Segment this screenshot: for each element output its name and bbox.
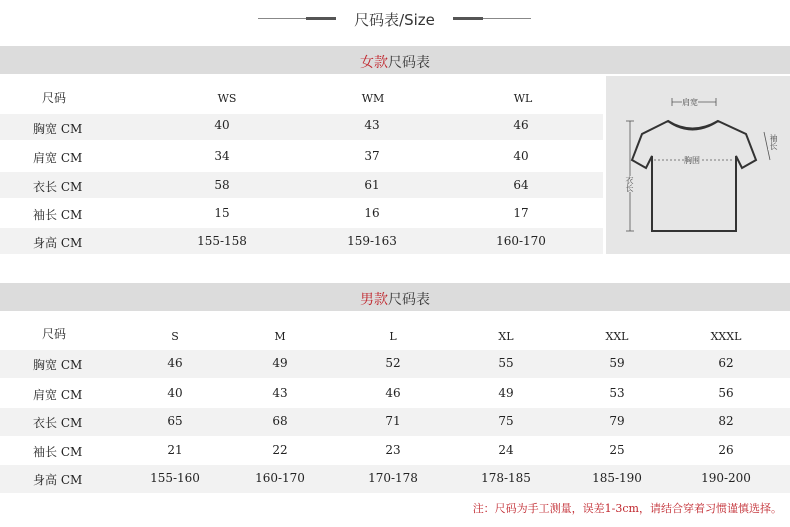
women-row-label: 肩宽 CM [33, 151, 83, 165]
women-row-label: 胸宽 CM [33, 122, 83, 136]
men-cell: 46 [385, 386, 401, 400]
women-cell: 34 [214, 149, 230, 163]
women-cell: 46 [513, 118, 529, 132]
women-cell: 16 [364, 206, 380, 220]
women-cell: 15 [214, 206, 230, 220]
women-header-label: 尺码 [42, 91, 67, 105]
men-cell: 52 [385, 356, 401, 370]
men-cell: 178-185 [481, 471, 531, 485]
men-cell: 71 [385, 414, 401, 428]
men-cell: 40 [167, 386, 183, 400]
page-title: 尺码表/Size [354, 11, 435, 29]
women-title-rest: 尺码表 [388, 55, 430, 71]
women-cell: 40 [513, 149, 529, 163]
men-size-header: S [171, 330, 179, 343]
men-header-label: 尺码 [42, 327, 67, 341]
men-row-label: 身高 CM [33, 473, 83, 487]
men-row-label: 胸宽 CM [33, 358, 83, 372]
men-title-accent: 男款 [360, 292, 388, 308]
diagram-chest-label: 胸围 [684, 156, 700, 165]
men-cell: 46 [167, 356, 183, 370]
men-cell: 53 [609, 386, 625, 400]
men-section-band [0, 283, 790, 311]
men-cell: 56 [718, 386, 734, 400]
men-cell: 22 [272, 443, 288, 457]
men-cell: 49 [498, 386, 514, 400]
women-cell: 64 [513, 178, 529, 192]
women-cell: 17 [513, 206, 529, 220]
men-cell: 82 [718, 414, 734, 428]
men-cell: 68 [272, 414, 288, 428]
men-cell: 185-190 [592, 471, 642, 485]
women-row-label: 身高 CM [33, 236, 83, 250]
diagram-shoulder-label: 肩宽 [682, 98, 698, 107]
men-row-label: 袖长 CM [33, 445, 83, 459]
women-cell: 58 [214, 178, 230, 192]
men-cell: 23 [385, 443, 401, 457]
men-cell: 190-200 [701, 471, 751, 485]
men-cell: 25 [609, 443, 625, 457]
men-cell: 75 [498, 414, 514, 428]
men-cell: 155-160 [150, 471, 200, 485]
women-row-label: 袖长 CM [33, 208, 83, 222]
men-cell: 160-170 [255, 471, 305, 485]
men-cell: 65 [167, 414, 183, 428]
men-cell: 79 [609, 414, 625, 428]
men-title-rest: 尺码表 [388, 292, 430, 308]
men-cell: 55 [498, 356, 514, 370]
women-title-accent: 女款 [360, 55, 388, 71]
women-section-band [0, 46, 790, 74]
diagram-length-label: 衣长 [625, 176, 634, 192]
diagram-sleeve-label: 袖长 [769, 134, 778, 150]
tshirt-measurement-diagram [606, 76, 790, 254]
women-row-label: 衣长 CM [33, 180, 83, 194]
women-cell: 160-170 [496, 234, 546, 248]
women-size-header: WS [217, 92, 237, 105]
women-cell: 159-163 [347, 234, 397, 248]
women-cell: 40 [214, 118, 230, 132]
men-cell: 26 [718, 443, 734, 457]
men-cell: 49 [272, 356, 288, 370]
women-cell: 61 [364, 178, 380, 192]
men-section-title [0, 289, 790, 309]
men-cell: 43 [272, 386, 288, 400]
title-divider-left [258, 18, 336, 19]
men-cell: 170-178 [368, 471, 418, 485]
men-cell: 21 [167, 443, 183, 457]
men-cell: 59 [609, 356, 625, 370]
men-row-label: 衣长 CM [33, 416, 83, 430]
women-cell: 37 [364, 149, 380, 163]
men-size-header: XXXL [710, 330, 742, 343]
men-cell: 62 [718, 356, 734, 370]
women-size-header: WL [513, 92, 533, 105]
men-size-header: M [274, 330, 286, 343]
women-section-title [0, 52, 790, 72]
men-size-header: XL [498, 330, 514, 343]
men-row-label: 肩宽 CM [33, 388, 83, 402]
page-title-area [0, 4, 790, 32]
men-size-header: XXL [605, 330, 629, 343]
women-size-header: WM [361, 92, 385, 105]
measurement-note: 注：尺码为手工测量，误差1-3cm，请结合穿着习惯谨慎选择。 [472, 502, 782, 515]
title-divider-right [453, 18, 531, 19]
women-cell: 155-158 [197, 234, 247, 248]
men-size-header: L [389, 330, 397, 343]
men-cell: 24 [498, 443, 514, 457]
women-cell: 43 [364, 118, 380, 132]
